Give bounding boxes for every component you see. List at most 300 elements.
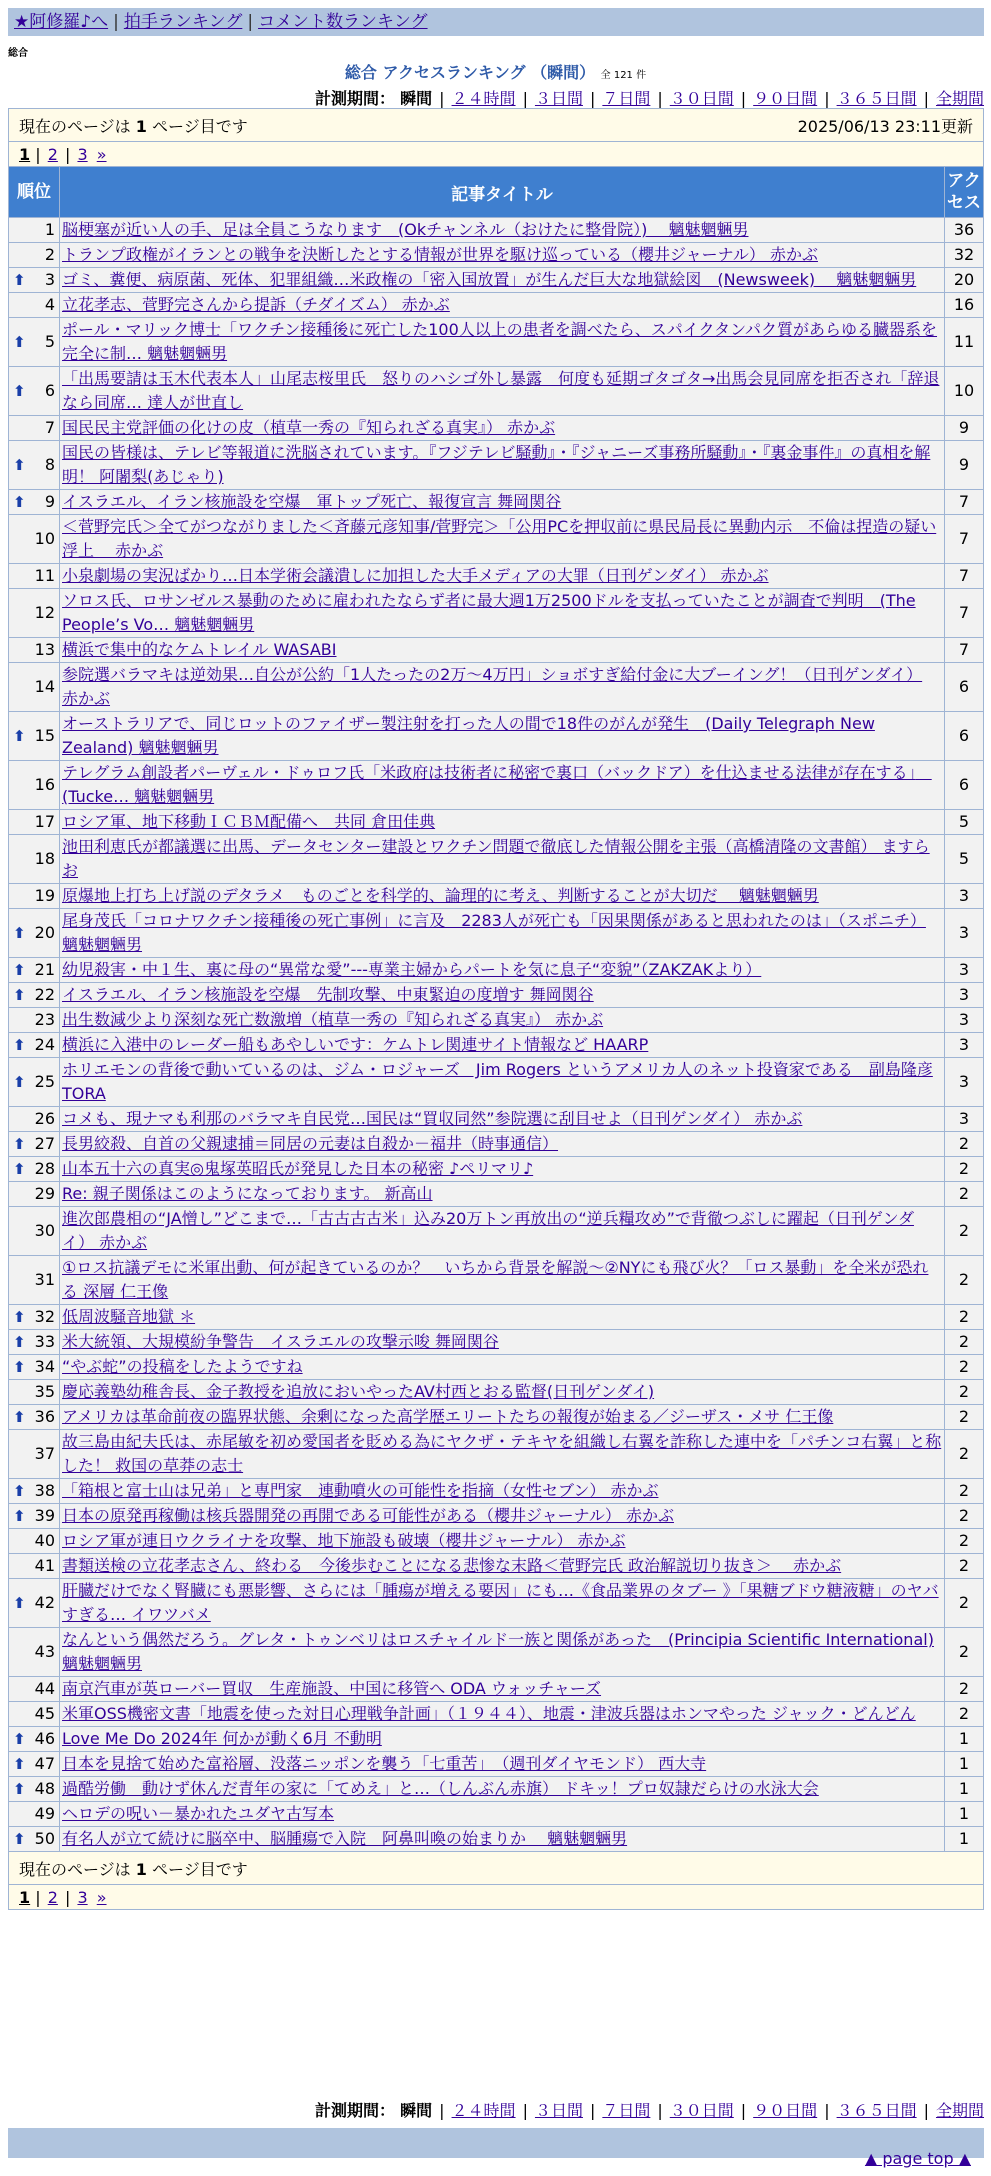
- article-link[interactable]: 出生数減少より深刻な死亡数激増（植草一秀の『知られざる真実』） 赤かぶ: [62, 1010, 604, 1029]
- table-row: [9, 1430, 984, 1479]
- pager-page-link[interactable]: 2: [47, 1887, 58, 1907]
- article-link[interactable]: なんという偶然だろう。グレタ・トゥンベリはロスチャイルド一族と関係があった (Principia Scientific International) 魑魅魍魎男: [62, 1630, 934, 1673]
- rank-up-arrow-icon: ⬆: [13, 1730, 26, 1748]
- rank-cell: [9, 1677, 60, 1702]
- access-count: 2: [945, 1504, 984, 1529]
- period-option-link[interactable]: ７日間: [602, 2101, 651, 2120]
- rank-number: 13: [34, 640, 55, 659]
- article-link[interactable]: ①ロス抗議デモに米軍出動、何が起きているのか？ いちから背景を解説～②NYにも飛び火？「ロス暴動」を全米が恐れる 深層 仁王像: [62, 1258, 929, 1301]
- table-row: [9, 1529, 984, 1554]
- rank-up-arrow-icon: ⬆: [13, 1308, 26, 1326]
- rank-number: 34: [34, 1357, 55, 1376]
- rank-number: 50: [34, 1829, 55, 1848]
- article-link[interactable]: Re: 親子関係はこのようになっております。 新高山: [62, 1184, 433, 1203]
- pager-separator: |: [30, 1887, 46, 1907]
- table-row: [9, 589, 984, 638]
- period-option-link[interactable]: 全期間: [935, 89, 984, 108]
- article-link[interactable]: 進次郎農相の“JA憎し”どこまで…「古古古古米」込み20万トン再放出の“逆兵糧攻め”で背徹つぶしに躍起（日刊ゲンダイ） 赤かぶ: [62, 1209, 914, 1252]
- access-count: 1: [945, 1827, 984, 1852]
- rank-cell: [9, 884, 60, 909]
- pager-current-page: 1: [19, 144, 31, 164]
- rank-cell: [9, 983, 60, 1008]
- period-option-link[interactable]: ３日間: [534, 2101, 583, 2120]
- access-count: 36: [945, 218, 984, 243]
- page-info-row-bottom: [9, 1852, 984, 1885]
- rank-number: 32: [34, 1307, 55, 1326]
- table-row: [9, 1504, 984, 1529]
- article-link[interactable]: 脳梗塞が近い人の手、足は全員こうなります (Okチャンネル（おけたに整骨院）) 魑魅魍魎男: [62, 220, 749, 239]
- period-option-link[interactable]: ９０日間: [753, 2101, 818, 2120]
- period-option-link[interactable]: ３６５日間: [836, 89, 917, 108]
- access-count: 5: [945, 835, 984, 884]
- access-count: 32: [945, 243, 984, 268]
- access-count: 7: [945, 515, 984, 564]
- rank-number: 14: [34, 677, 55, 696]
- page-info-row: [9, 109, 984, 142]
- rank-cell: [9, 835, 60, 884]
- rank-number: 23: [34, 1010, 55, 1029]
- page-title: [0, 60, 991, 83]
- pager-separator: |: [59, 1887, 76, 1907]
- access-count: 2: [945, 1529, 984, 1554]
- rank-cell: [9, 243, 60, 268]
- title-cell: [60, 1554, 945, 1579]
- page-top-link[interactable]: ▲ page top ▲: [864, 2149, 971, 2168]
- rank-cell: [9, 268, 60, 293]
- table-row: [9, 1033, 984, 1058]
- table-row: [9, 318, 984, 367]
- article-link[interactable]: コメも、現ナマも利那のバラマキ自民党…国民は“買収同然”参院選に刮目せよ（日刊ゲンダイ） 赤かぶ: [62, 1109, 803, 1128]
- access-count: 5: [945, 810, 984, 835]
- table-row: [9, 564, 984, 589]
- rank-number: 20: [34, 923, 55, 942]
- article-link[interactable]: 立花孝志、菅野完さんから提訴（チダイズム） 赤かぶ: [62, 295, 450, 314]
- period-separator: |: [657, 2101, 663, 2120]
- title-cell: [60, 293, 945, 318]
- rank-cell: [9, 1777, 60, 1802]
- rank-cell: [9, 1529, 60, 1554]
- pager-next-link[interactable]: »: [96, 144, 107, 164]
- table-row: [9, 293, 984, 318]
- rank-number: 18: [34, 849, 55, 868]
- article-link[interactable]: オーストラリアで、同じロットのファイザー製注射を打った人の間で18件のがんが発生 (Daily Telegraph New Zealand) 魑魅魍魎男: [62, 714, 875, 757]
- article-link[interactable]: トランプ政権がイランとの戦争を決断したとする情報が世界を駆け巡っている（櫻井ジャーナル） 赤かぶ: [62, 245, 818, 264]
- table-row: [9, 268, 984, 293]
- rank-number: 29: [34, 1184, 55, 1203]
- title-cell: [60, 1305, 945, 1330]
- pager-separator: |: [30, 144, 46, 164]
- access-count: 2: [945, 1479, 984, 1504]
- rank-cell: [9, 1702, 60, 1727]
- rank-number: 17: [34, 812, 55, 831]
- table-row: [9, 1207, 984, 1256]
- rank-number: 25: [34, 1072, 55, 1091]
- access-count: 2: [945, 1405, 984, 1430]
- article-link[interactable]: 原爆地上打ち上げ説のデタラメ ものごとを科学的、論理的に考え、判断することが大切だ 魑魅魍魎男: [62, 886, 819, 905]
- rank-number: 37: [34, 1444, 55, 1463]
- access-count: 9: [945, 441, 984, 490]
- rank-up-arrow-icon: ⬆: [13, 382, 26, 400]
- access-count: 2: [945, 1702, 984, 1727]
- access-count: 20: [945, 268, 984, 293]
- rank-cell: [9, 218, 60, 243]
- rank-cell: [9, 1504, 60, 1529]
- rank-number: 10: [34, 529, 55, 548]
- table-row: [9, 835, 984, 884]
- article-link[interactable]: 「箱根と富士山は兄弟」と専門家 連動噴火の可能性を指摘（女性セブン） 赤かぶ: [62, 1481, 659, 1500]
- table-row: [9, 1827, 984, 1852]
- article-link[interactable]: 日本の原発再稼働は核兵器開発の再開である可能性がある（櫻井ジャーナル） 赤かぶ: [62, 1506, 674, 1525]
- title-cell: [60, 1430, 945, 1479]
- article-link[interactable]: 米軍OSS機密文書「地震を使った対日心理戦争計画」（１９４４）、地震・津波兵器はホンマやった ジャック・どんどん: [62, 1704, 916, 1723]
- article-link[interactable]: 慶応義塾幼稚舎長、金子教授を追放においやったAV村西とおる監督(日刊ゲンダイ): [62, 1382, 655, 1401]
- access-count: 2: [945, 1256, 984, 1305]
- rank-cell: [9, 1256, 60, 1305]
- rank-cell: [9, 638, 60, 663]
- article-link[interactable]: 小泉劇場の実況ばかり…日本学術会議潰しに加担した大手メディアの大罪（日刊ゲンダイ） 赤かぶ: [62, 566, 769, 585]
- rank-up-arrow-icon: ⬆: [13, 456, 26, 474]
- rank-cell: [9, 1554, 60, 1579]
- article-link[interactable]: 参院選バラマキは逆効果…自公が公約「1人たったの2万～4万円」ショボすぎ給付金に大ブーイング！（日刊ゲンダイ） 赤かぶ: [62, 665, 923, 708]
- article-link[interactable]: 国民の皆様は、テレビ等報道に洗脳されています。『フジテレビ騒動』・『ジャニーズ事務所騒動』・『裏金事件』の真相を解明！ 阿闍梨(あじゃり): [62, 443, 931, 486]
- rank-cell: [9, 712, 60, 761]
- access-count: 2: [945, 1207, 984, 1256]
- rank-up-arrow-icon: ⬆: [13, 1333, 26, 1351]
- bottom-bar: [8, 2128, 984, 2158]
- article-link[interactable]: “やぶ蛇”の投稿をしたようですね: [62, 1357, 303, 1376]
- rank-number: 9: [44, 492, 55, 511]
- rank-number: 1: [44, 220, 55, 239]
- rank-up-arrow-icon: ⬆: [13, 986, 26, 1004]
- pager-page-link[interactable]: 2: [47, 144, 58, 164]
- period-separator: |: [439, 89, 445, 108]
- title-cell: [60, 1256, 945, 1305]
- article-link[interactable]: ゴミ、糞便、病原菌、死体、犯罪組織…米政権の「密入国放置」が生んだ巨大な地獄絵図 (Newsweek) 魑魅魍魎男: [62, 270, 917, 289]
- rank-cell: [9, 1752, 60, 1777]
- table-row: [9, 1727, 984, 1752]
- rank-up-arrow-icon: ⬆: [13, 1073, 26, 1091]
- rank-cell: [9, 1305, 60, 1330]
- rank-number: 8: [44, 455, 55, 474]
- rank-number: 44: [34, 1679, 55, 1698]
- article-link[interactable]: アメリカは革命前夜の臨界状態、余剰になった高学歴エリートたちの報復が始まる／ジーザス・メサ 仁王像: [62, 1407, 834, 1426]
- period-separator: |: [439, 2101, 445, 2120]
- pager-row-bottom: [9, 1885, 984, 1910]
- pager-next-link[interactable]: »: [96, 1887, 107, 1907]
- title-cell: [60, 1727, 945, 1752]
- rank-number: 48: [34, 1779, 55, 1798]
- rank-number: 43: [34, 1642, 55, 1661]
- article-link[interactable]: Love Me Do 2024年 何かが動く6月 不動明: [62, 1729, 382, 1748]
- rank-number: 45: [34, 1704, 55, 1723]
- title-cell: [60, 1802, 945, 1827]
- rank-number: 19: [34, 886, 55, 905]
- rank-number: 11: [34, 566, 55, 585]
- rank-up-arrow-icon: ⬆: [13, 1036, 26, 1054]
- period-separator: |: [740, 2101, 747, 2120]
- access-count: 1: [945, 1802, 984, 1827]
- access-count: 3: [945, 958, 984, 983]
- rank-number: 36: [34, 1407, 55, 1426]
- access-count: 7: [945, 589, 984, 638]
- rank-up-arrow-icon: ⬆: [13, 1830, 26, 1848]
- rank-cell: [9, 589, 60, 638]
- access-header: アクセス: [945, 167, 984, 218]
- table-row: [9, 243, 984, 268]
- rank-number: 16: [34, 775, 55, 794]
- title-cell: [60, 268, 945, 293]
- rank-up-arrow-icon: ⬆: [13, 961, 26, 979]
- article-link[interactable]: 国民民主党評価の化けの皮（植草一秀の『知られざる真実』） 赤かぶ: [62, 418, 556, 437]
- rank-number: 35: [34, 1382, 55, 1401]
- period-option-link[interactable]: ３日間: [534, 89, 583, 108]
- article-link[interactable]: ロシア軍が連日ウクライナを攻撃、地下施設も破壊（櫻井ジャーナル） 赤かぶ: [62, 1531, 626, 1550]
- period-option-link[interactable]: ２４時間: [451, 2101, 516, 2120]
- access-count: 3: [945, 983, 984, 1008]
- title-cell: [60, 1752, 945, 1777]
- rank-number: 26: [34, 1109, 55, 1128]
- title-cell: [60, 416, 945, 441]
- title-cell: [60, 1157, 945, 1182]
- period-separator: |: [522, 2101, 528, 2120]
- article-link[interactable]: 有名人が立て続けに脳卒中、脳腫瘍で入院 阿鼻叫喚の始まりか 魑魅魍魎男: [62, 1829, 628, 1848]
- table-row: [9, 958, 984, 983]
- table-row: [9, 1355, 984, 1380]
- rank-cell: [9, 810, 60, 835]
- table-row: [9, 1256, 984, 1305]
- rank-cell: [9, 1380, 60, 1405]
- rank-up-arrow-icon: ⬆: [13, 1160, 26, 1178]
- period-option-link[interactable]: ３６５日間: [836, 2101, 917, 2120]
- article-link[interactable]: 横浜で集中的なケムトレイル WASABI: [62, 640, 337, 659]
- article-link[interactable]: ポール・マリック博士「ワクチン接種後に死亡した100人以上の患者を調べたら、スパイクタンパク質があらゆる臓器系を完全に制… 魑魅魍魎男: [62, 320, 938, 363]
- rank-number: 15: [34, 726, 55, 745]
- table-header: [9, 167, 984, 218]
- rank-cell: [9, 1107, 60, 1132]
- access-count: 1: [945, 1752, 984, 1777]
- rank-number: 30: [34, 1221, 55, 1240]
- rank-cell: [9, 1802, 60, 1827]
- table-row: [9, 983, 984, 1008]
- period-option-link[interactable]: ７日間: [602, 89, 651, 108]
- pager-page-link[interactable]: 3: [77, 144, 88, 164]
- rank-number: 31: [34, 1270, 55, 1289]
- back-to-asyura-link[interactable]: ★阿修羅♪へ: [14, 12, 109, 32]
- article-link[interactable]: 池田利恵氏が都議選に出馬、データセンター建設とワクチン問題で徹底した情報公開を主張（高橋清隆の文書館） ますらお: [62, 837, 930, 880]
- rank-number: 12: [34, 603, 55, 622]
- article-link[interactable]: 過酷労働 動けず休んだ青年の家に「てめえ」と…（しんぶん赤旗） ドキッ！プロ奴隷だらけの水泳大会: [62, 1779, 819, 1798]
- title-cell: [60, 810, 945, 835]
- rank-up-arrow-icon: ⬆: [13, 1408, 26, 1426]
- article-link[interactable]: 米大統領、大規模紛争警告 イスラエルの攻撃示唆 舞岡関谷: [62, 1332, 499, 1351]
- article-link[interactable]: ヘロデの呪い－暴かれたユダヤ古写本: [62, 1804, 335, 1823]
- access-count: 3: [945, 909, 984, 958]
- table-row: [9, 367, 984, 416]
- period-separator: |: [923, 2101, 929, 2120]
- title-cell: [60, 1504, 945, 1529]
- article-link[interactable]: 低周波騒音地獄 ＊: [62, 1307, 196, 1326]
- rank-cell: [9, 1330, 60, 1355]
- period-option-link[interactable]: ３０日間: [669, 89, 734, 108]
- rank-cell: [9, 761, 60, 810]
- rank-up-arrow-icon: ⬆: [13, 271, 26, 289]
- table-row: [9, 761, 984, 810]
- access-count: 7: [945, 564, 984, 589]
- access-count: 1: [945, 1727, 984, 1752]
- page-info-number: 1: [135, 1859, 147, 1879]
- title-cell: [60, 1529, 945, 1554]
- article-link[interactable]: 幼児殺害・中１生、裏に母の“異常な愛”---専業主婦からパートを気に息子“変貌”（ZAKZAKより）: [62, 960, 762, 979]
- period-separator: |: [589, 2101, 596, 2120]
- table-row: [9, 1405, 984, 1430]
- access-count: 16: [945, 293, 984, 318]
- table-row: [9, 1702, 984, 1727]
- title-cell: [60, 564, 945, 589]
- current-page-info: [19, 1857, 248, 1880]
- table-row: [9, 218, 984, 243]
- rank-header: 順位: [9, 167, 60, 218]
- period-separator: |: [824, 2101, 830, 2120]
- title-cell: [60, 1405, 945, 1430]
- rank-cell: [9, 1157, 60, 1182]
- rank-cell: [9, 515, 60, 564]
- title-cell: [60, 1058, 945, 1107]
- ranking-title: 総合 アクセスランキング （瞬間）: [344, 63, 596, 82]
- rank-cell: [9, 1033, 60, 1058]
- article-link[interactable]: イスラエル、イラン核施設を空爆 軍トップ死亡、報復宣言 舞岡関谷: [62, 492, 562, 511]
- table-row: [9, 490, 984, 515]
- access-count: 1: [945, 1777, 984, 1802]
- rank-cell: [9, 1182, 60, 1207]
- comment-ranking-link[interactable]: コメント数ランキング: [258, 12, 428, 32]
- period-option-link[interactable]: ２４時間: [451, 89, 516, 108]
- rank-cell: [9, 318, 60, 367]
- period-current: 瞬間: [400, 2101, 433, 2120]
- period-option-link[interactable]: 全期間: [935, 2101, 984, 2120]
- article-link[interactable]: 長男絞殺、自首の父親逮捕＝同居の元妻は自殺か－福井（時事通信）: [62, 1134, 559, 1153]
- rank-number: 42: [34, 1593, 55, 1612]
- table-row: [9, 1802, 984, 1827]
- article-link[interactable]: テレグラム創設者パーヴェル・ドゥロフ氏「米政府は技術者に秘密で裏口（バックドア）を仕込ませる法律が存在する」 (Tucke… 魑魅魍魎男: [62, 763, 932, 806]
- period-option-link[interactable]: ３０日間: [669, 2101, 734, 2120]
- access-count: 6: [945, 663, 984, 712]
- title-cell: [60, 712, 945, 761]
- rank-cell: [9, 293, 60, 318]
- article-link[interactable]: 山本五十六の真実◎鬼塚英昭氏が発見した日本の秘密 ♪ペリマリ♪: [62, 1159, 534, 1178]
- pager-page-link[interactable]: 3: [77, 1887, 88, 1907]
- article-link[interactable]: 肝臓だけでなく腎臓にも悪影響、さらには「腫瘍が増える要因」にも…《食品業界のタブー 》「果糖ブドウ糖液糖」のヤバすぎる… イワツバメ: [62, 1581, 939, 1624]
- article-link[interactable]: ＜菅野完氏＞全てがつながりました＜斉藤元彦知事/菅野完＞「公用PCを押収前に県民局長に異動内示 不倫は捏造の疑い浮上 赤かぶ: [62, 517, 937, 560]
- table-row: [9, 1305, 984, 1330]
- title-cell: [60, 1182, 945, 1207]
- access-count: 2: [945, 1579, 984, 1628]
- article-link[interactable]: ソロス氏、ロサンゼルス暴動のために雇われたならず者に最大週1万2500ドルを支払っていたことが調査で判明 (The People’s Vo… 魑魅魍魎男: [62, 591, 916, 634]
- nav-separator: |: [247, 12, 254, 32]
- rank-up-arrow-icon: ⬆: [13, 333, 26, 351]
- page-info-cell: [9, 1852, 984, 1885]
- rank-cell: [9, 909, 60, 958]
- page-info-suffix: ページ目です: [152, 1859, 248, 1879]
- title-cell: [60, 835, 945, 884]
- table-row: [9, 884, 984, 909]
- period-separator: |: [657, 89, 663, 108]
- title-cell: [60, 441, 945, 490]
- title-cell: [60, 1702, 945, 1727]
- table-row: [9, 1479, 984, 1504]
- article-link[interactable]: ロシア軍、地下移動ＩＣＢＭ配備へ 共同 倉田佳典: [62, 812, 436, 831]
- table-row: [9, 1058, 984, 1107]
- rank-up-arrow-icon: ⬆: [13, 1482, 26, 1500]
- title-cell: [60, 1207, 945, 1256]
- article-link[interactable]: ホリエモンの背後で動いているのは、ジム・ロジャーズ Jim Rogers というアメリカ人のネット投資家である 副島隆彦 TORA: [62, 1060, 933, 1103]
- table-row: [9, 515, 984, 564]
- article-link[interactable]: 横浜に入港中のレーダー船もあやしいです：ケムトレ関連サイト情報など HAARP: [62, 1035, 649, 1054]
- title-cell: [60, 1677, 945, 1702]
- access-count: 2: [945, 1305, 984, 1330]
- rank-cell: [9, 1727, 60, 1752]
- period-separator: |: [923, 89, 929, 108]
- table-row: [9, 1380, 984, 1405]
- rank-number: 41: [34, 1556, 55, 1575]
- article-link[interactable]: イスラエル、イラン核施設を空爆 先制攻撃、中東緊迫の度増す 舞岡関谷: [62, 985, 594, 1004]
- rank-up-arrow-icon: ⬆: [13, 1358, 26, 1376]
- access-count: 6: [945, 761, 984, 810]
- title-cell: [60, 1008, 945, 1033]
- title-cell: [60, 243, 945, 268]
- rank-number: 2: [44, 245, 55, 264]
- nav-separator: |: [113, 12, 119, 32]
- rank-up-arrow-icon: ⬆: [13, 493, 26, 511]
- table-row: [9, 1330, 984, 1355]
- rank-number: 40: [34, 1531, 55, 1550]
- article-link[interactable]: 南京汽車が英ローバー買収 生産施設、中国に移管へ ODA ウォッチャーズ: [62, 1679, 602, 1698]
- table-row: [9, 1157, 984, 1182]
- rank-number: 49: [34, 1804, 55, 1823]
- rank-number: 46: [34, 1729, 55, 1748]
- title-cell: [60, 983, 945, 1008]
- rank-cell: [9, 1207, 60, 1256]
- rank-number: 3: [44, 270, 55, 289]
- period-separator: |: [824, 89, 830, 108]
- access-count: 2: [945, 1132, 984, 1157]
- article-link[interactable]: 故三島由紀夫氏は、赤尾敏を初め愛国者を貶める為にヤクザ・テキヤを組織し右翼を詐称した連中を「パチンコ右翼」と称した！ 救国の草莽の志士: [62, 1432, 942, 1475]
- top-nav-bar: [8, 8, 984, 36]
- rank-cell: [9, 1008, 60, 1033]
- rank-cell: [9, 1628, 60, 1677]
- table-row: [9, 1132, 984, 1157]
- title-cell: [60, 1330, 945, 1355]
- category-label: 総合: [8, 48, 28, 59]
- updated-time: 2025/06/13 23:11更新: [797, 116, 973, 136]
- access-count: 11: [945, 318, 984, 367]
- article-link[interactable]: 尾身茂氏「コロナワクチン接種後の死亡事例」に言及 2283人が死亡も「因果関係があると思われたのは」（スポニチ） 魑魅魍魎男: [62, 911, 926, 954]
- rank-cell: [9, 1430, 60, 1479]
- period-label: 計測期間：: [315, 2101, 396, 2120]
- access-count: 3: [945, 1058, 984, 1107]
- clap-ranking-link[interactable]: 拍手ランキング: [123, 12, 243, 32]
- rank-cell: [9, 441, 60, 490]
- title-cell: [60, 1355, 945, 1380]
- table-row: [9, 1677, 984, 1702]
- article-link[interactable]: 日本を見捨て始めた富裕層、没落ニッポンを襲う「七重苦」 （週刊ダイヤモンド） 西大寺: [62, 1754, 707, 1773]
- rank-cell: [9, 490, 60, 515]
- title-cell: [60, 318, 945, 367]
- rank-cell: [9, 1827, 60, 1852]
- article-link[interactable]: 「出馬要請は玉木代表本人」山尾志桜里氏 怒りのハシゴ外し暴露 何度も延期ゴタゴタ→出馬会見同席を拒否され「辞退なら同席… 達人が世直し: [62, 369, 940, 412]
- rank-cell: [9, 1479, 60, 1504]
- article-link[interactable]: 書類送検の立花孝志さん、終わる 今後歩むことになる悲惨な末路＜菅野完氏 政治解説切り抜き＞ 赤かぶ: [62, 1556, 842, 1575]
- period-option-link[interactable]: ９０日間: [753, 89, 818, 108]
